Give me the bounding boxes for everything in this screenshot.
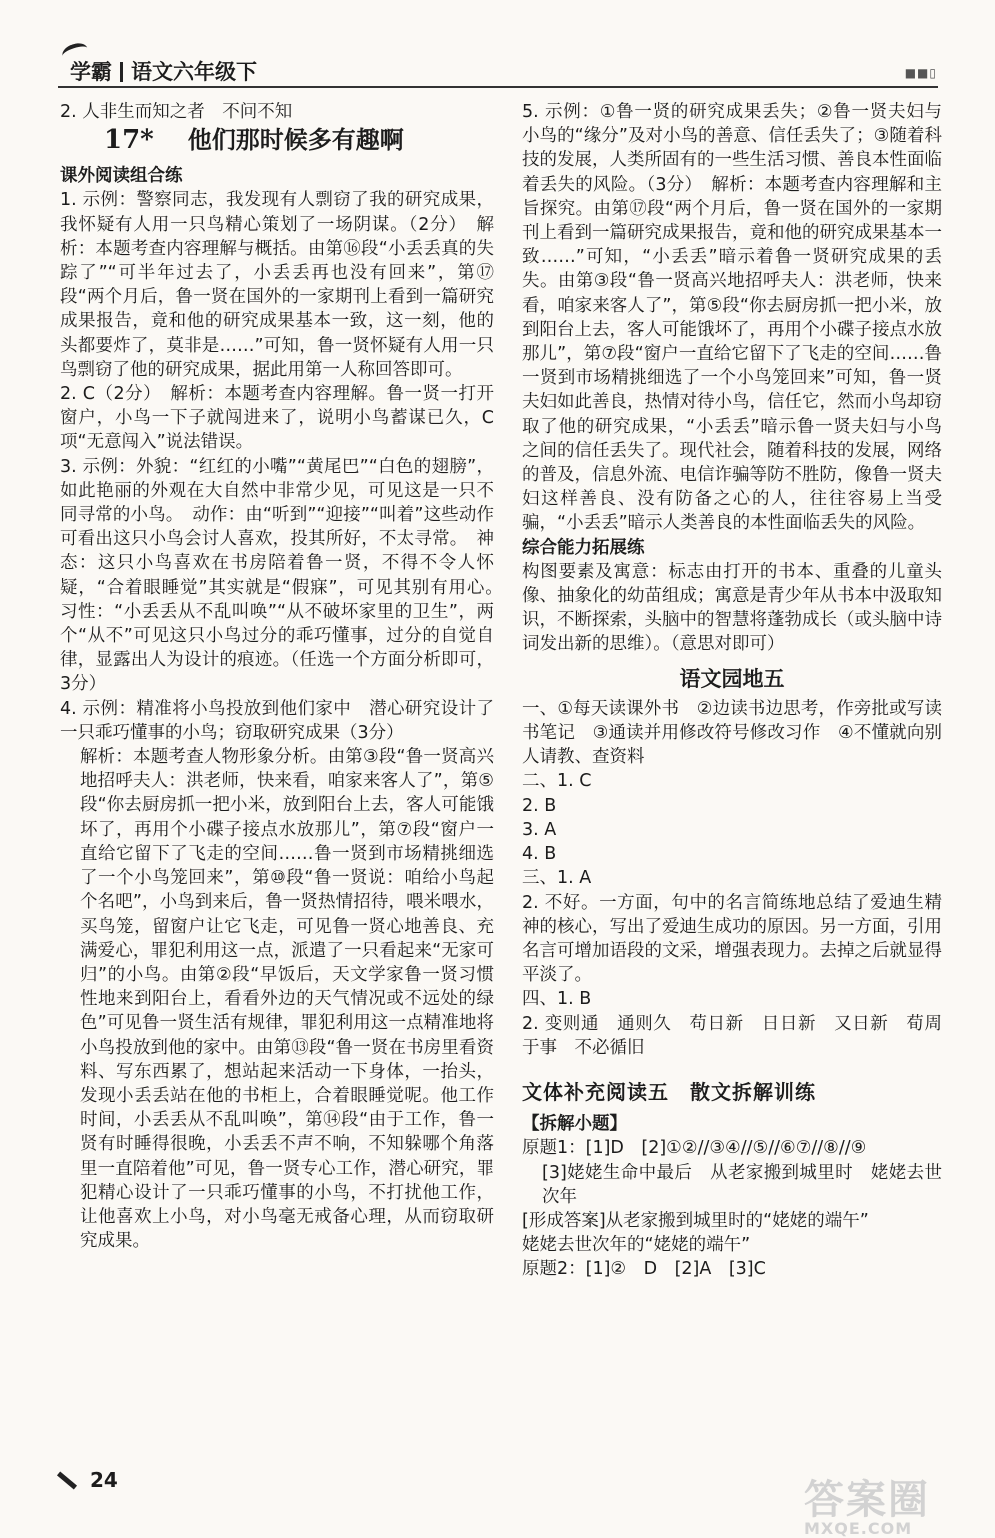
book-subject: 语文六年级下 (131, 60, 257, 84)
answer-yuandi-1: 一、①每天读课外书 ②边读书边思考，作旁批或写读书笔记 ③通读并用修改符号修改习作 ④不懂就向别人请教、查资料 (522, 698, 942, 768)
section-title: 语文园地五 (679, 666, 785, 691)
answer-yuandi-2-4: 4. B (522, 844, 557, 865)
answer-yuandi-2-2: 2. B (522, 795, 557, 816)
answer-yuandi-4-1: 四、1. B (522, 989, 592, 1010)
answer-t1b: [3]姥姥生命中最后 从老家搬到城里时 姥姥去世次年 (542, 1162, 942, 1207)
brand-logo (70, 56, 257, 86)
answer-t1: 原题1：[1]D [2]①②//③④//⑤//⑥⑦//⑧//⑨ (522, 1138, 867, 1159)
right-column (522, 100, 942, 1282)
section-heading: 课外阅读组合练 (60, 166, 183, 187)
section-title: 文体补充阅读五 散文拆解训练 (522, 1079, 816, 1104)
answer-t3: 姥姥去世次年的“姥姥的端午” (522, 1235, 751, 1256)
answer-t4: 原题2：[1]② D [2]A [3]C (522, 1259, 766, 1280)
answer-yuandi-3-2: 2. 不好。一方面，句中的名言简练地总结了爱迪生精神的核心，写出了爱迪生成功的原因。另一方面，引用名言可增加语段的文采，增强表现力。去掉之后就显得平淡了。 (522, 892, 942, 986)
page-number: 24 (90, 1468, 118, 1492)
answer-line: 2. 人非生而知之者 不问不知 (60, 102, 293, 122)
brand-name: 学霸 (70, 60, 112, 84)
answer-yuandi-2-1: 二、1. C (522, 771, 592, 792)
lesson-number: 17* (104, 125, 154, 156)
left-column (60, 100, 512, 1253)
answer-q4: 4. 示例：精准将小鸟投放到他们家中 潜心研究设计了一只乖巧懂事的小鸟；窃取研究成果（3分） (60, 698, 494, 743)
answer-q4-analysis: 解析：本题考查人物形象分析。由第③段“鲁一贤高兴地招呼夫人：洪老师，快来看，咱家来客人了”，第⑤段“你去厨房抓一把小米，放到阳台上去，客人可能饿坏了，再用个小碟子接点水放那儿”，第⑦段“窗户一直给它留下了飞走的空间……鲁一贤到市场精挑细选了一个小鸟笼回来”，第⑩段“鲁一贤说：咱给小鸟起个名吧”，小鸟到来后，鲁一贤热情招待，喂米喂水，买鸟笼，留窗户让它飞走，可见鲁一贤心地善良、充满爱心，罪犯利用这一点，派遣了一只看起来“无家可归”的小鸟。由第②段“早饭后，天文学家鲁一贤习惯性地来到阳台上，看看外边的天气情况或不远处的绿色”可见鲁一贤生活有规律，罪犯利用这一点精准地将小鸟投放到他的家中。由第⑬段“鲁一贤在书房里看资料、写东西累了，想站起来活动一下身体，一抬头，发现小丢丢站在他的书柜上，合着眼睡觉呢。他工作时间，小丢丢从不乱叫唤”，第⑭段“由于工作，鲁一贤有时睡得很晚，小丢丢不声不响，不知躲哪个角落里一直陪着他”可见，鲁一贤专心工作，潜心研究，罪犯精心设计了一只乖巧懂事的小鸟，不打扰他工作，让他喜欢上小鸟，对小鸟毫无戒备心理，从而窃取研究成果。 (80, 747, 494, 1252)
answer-yuandi-2-3: 3. A (522, 819, 557, 840)
lesson-title: 他们那时候多有趣啊 (187, 126, 404, 155)
header-divider (120, 62, 123, 82)
answer-q5: 5. 示例：①鲁一贤的研究成果丢失；②鲁一贤夫妇与小鸟的“缘分”及对小鸟的善意、信任丢失了；③随着科技的发展，人类所固有的一些生活习惯、善良本性面临着丢失的风险。（3分） 解析：本题考查内容理解和主旨探究。由第⑰段“两个月后，鲁一贤在国外的一家期刊上看到一篇研究成果报告，竟和他的研究成果基本一致……”可知，“小丢丢”暗示着鲁一贤研究成果的丢失。由第③段“鲁一贤高兴地招呼夫人：洪老师，快来看，咱家来客人了”，第⑤段“你去厨房抓一把小米，放到阳台上去，客人可能饿坏了，再用个小碟子接点水放那儿”，第⑦段“窗户一直给它留下了飞走的空间……鲁一贤到市场精挑细选了一个小鸟笼回来”可知，鲁一贤夫妇如此善良，热情对待小鸟，信任它，然而小鸟却窃取了他的研究成果，“小丢丢”暗示鲁一贤夫妇与小鸟之间的信任丢失了。现代社会，随着科技的发展，网络的普及，信息外流、电信诈骗等防不胜防，像鲁一贤夫妇这样善良、没有防备之心的人，往往容易上当受骗，“小丢丢”暗示人类善良的本性面临丢失的风险。 (522, 102, 942, 534)
answer-comprehensive: 构图要素及寓意：标志由打开的书本、重叠的儿童头像、抽象化的幼苗组成；寓意是青少年从书本中汲取知识，不断探索，头脑中的智慧将蓬勃成长（或头脑中诗词发出新的思维）。（意思对即可） (522, 561, 942, 655)
answer-yuandi-4-2: 2. 变则通 通则久 苟日新 日日新 又日新 荀周于事 不必循旧 (522, 1013, 942, 1058)
header-rule (58, 86, 938, 88)
section-heading: 综合能力拓展练 (522, 537, 645, 558)
page-header (0, 0, 995, 100)
answer-q2: 2. C（2分） 解析：本题考查内容理解。鲁一贤一打开窗户，小鸟一下子就闯进来了，说明小鸟蓄谋已久，C项“无意闯入”说法错误。 (60, 384, 494, 453)
answer-q1: 1. 示例：警察同志，我发现有人剽窃了我的研究成果，我怀疑有人用一只鸟精心策划了一场阴谋。（2分） 解析：本题考查内容理解与概括。由第⑯段“小丢丢真的失踪了”“可半年过去了，小丢丢再也没有回来”，第⑰段“两个月后，鲁一贤在国外的一家期刊上看到一篇研究成果报告，竟和他的研究成果基本一致，这一刻，他的头都要炸了，莫非是……”可知，鲁一贤怀疑有人用一只鸟剽窃了他的研究成果，据此用第一人称回答即可。 (60, 190, 494, 380)
decorative-squares-icon: ■■▯ (904, 66, 937, 80)
answer-q3: 3. 示例：外貌：“红红的小嘴”“黄尾巴”“白色的翅膀”，如此艳丽的外观在大自然中非常少见，可见这是一只不同寻常的小鸟。 动作：由“听到”“迎接”“叫着”这些动作可看出这只小鸟会讨人喜欢，投其所好，不太寻常。 神态：这只小鸟喜欢在书房陪着鲁一贤，不得不令人怀疑，“合着眼睡觉”其实就是“假寐”，可见其别有用心。 习性：“小丢丢从不乱叫唤”“从不破坏家里的卫生”，两个“从不”可见这只小鸟过分的乖巧懂事，过分的自觉自律，显露出人为设计的痕迹。（任选一个方面分析即可，3分） (60, 456, 512, 695)
pencil-icon (57, 1472, 77, 1490)
answer-yuandi-3-1: 三、1. A (522, 868, 592, 889)
page-footer (56, 1466, 256, 1506)
subsection-heading: 【拆解小题】 (522, 1114, 627, 1135)
watermark-text: 答案圈 (804, 1477, 930, 1523)
watermark-url: MXQE.COM (804, 1519, 913, 1538)
answer-t2: [形成答案]从老家搬到城里时的“姥姥的端午” (522, 1210, 869, 1231)
lesson-heading (104, 125, 494, 162)
watermark (804, 1468, 974, 1538)
